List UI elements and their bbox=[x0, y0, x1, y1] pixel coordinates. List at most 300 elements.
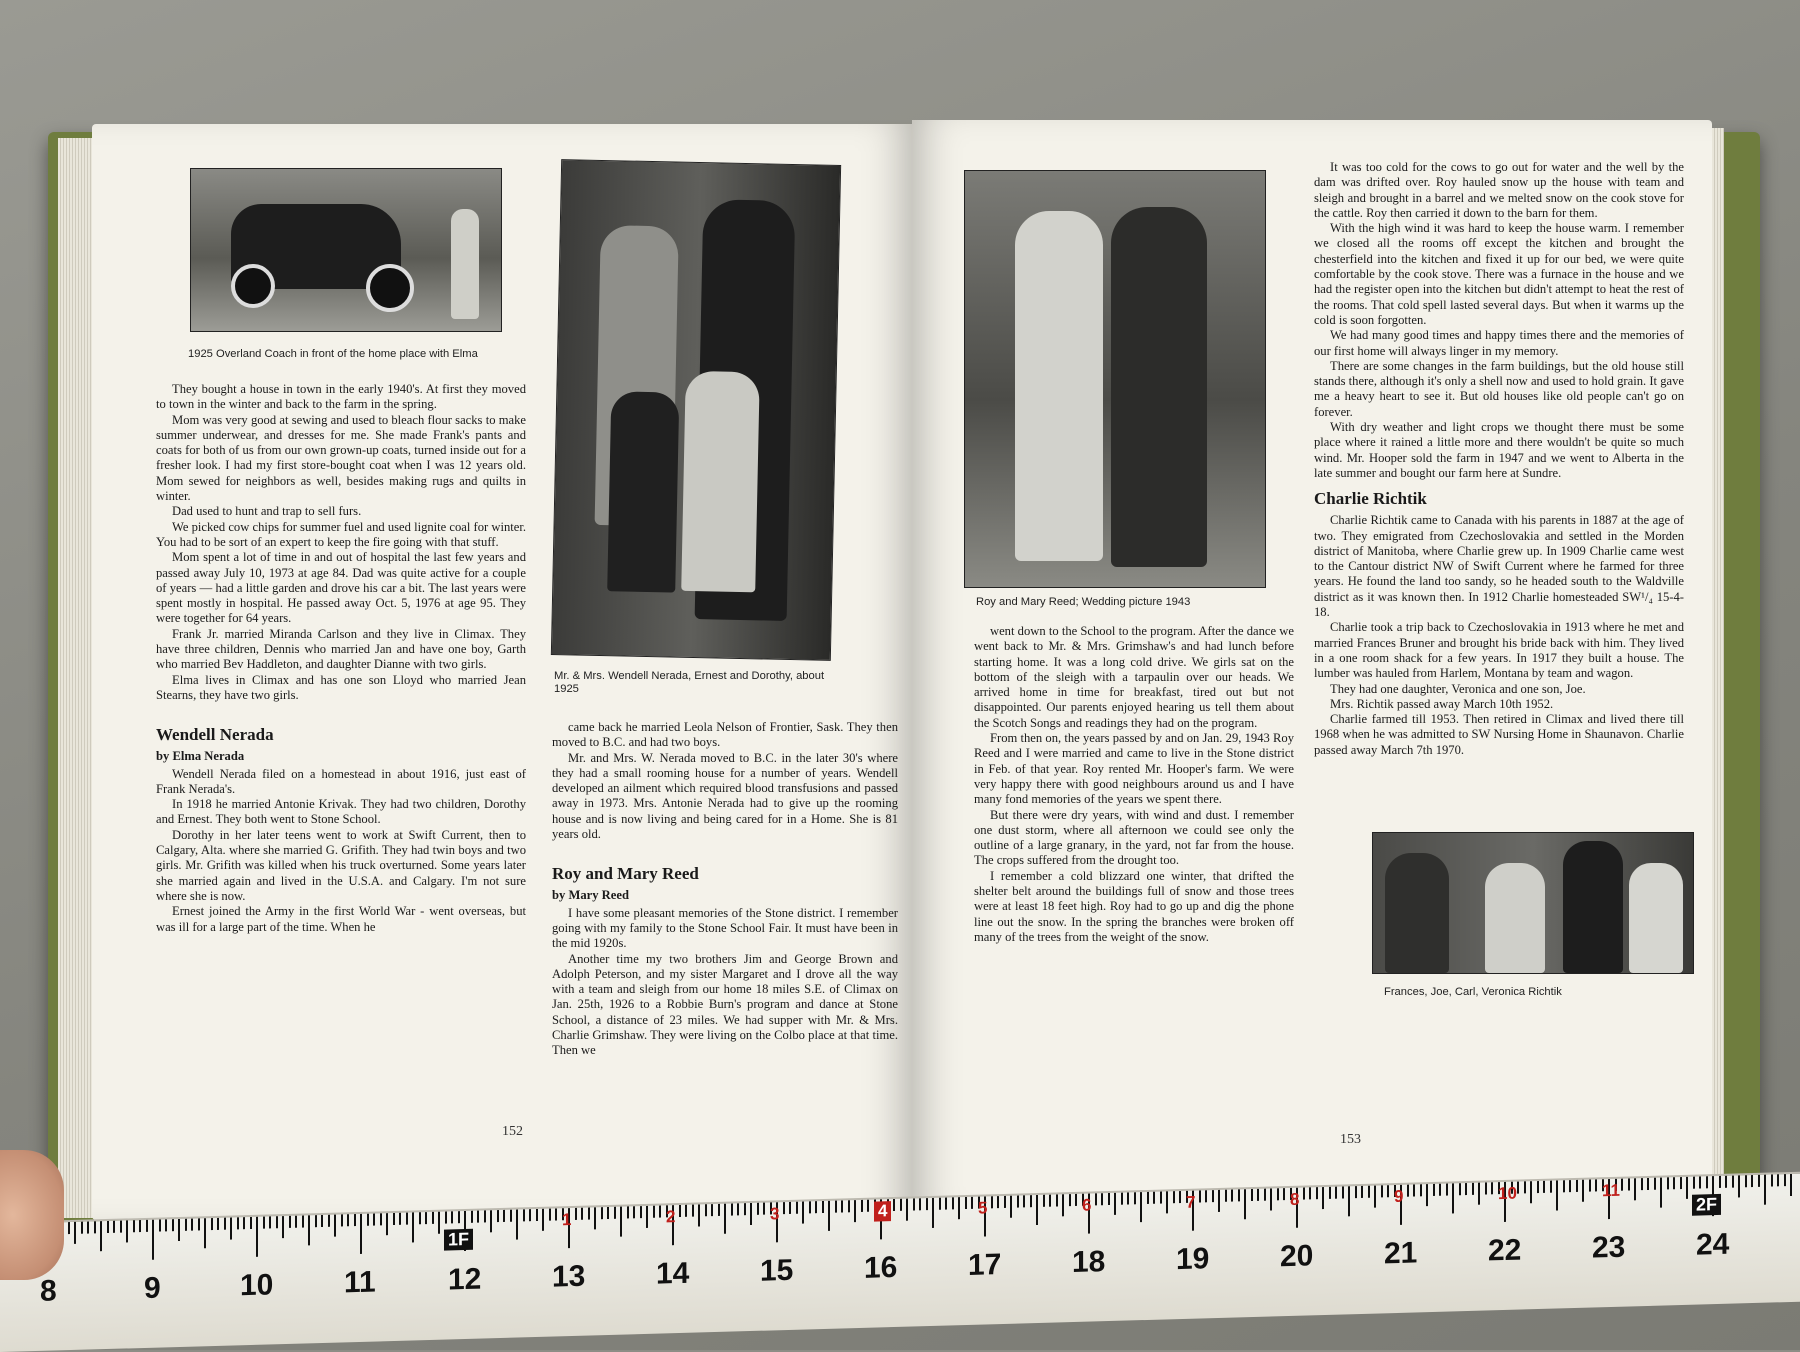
right-page bbox=[912, 120, 1712, 1214]
paragraph: There are some changes in the farm buildings, but the old house still stands there, although it's only a shell now and used to hold grain. It gave me a heavy heart to see it. But old houses like old people can't go on forever. bbox=[1314, 358, 1684, 419]
tape-tick bbox=[523, 1209, 525, 1221]
tape-tick bbox=[575, 1208, 577, 1220]
photo-caption: Mr. & Mrs. Wendell Nerada, Ernest and Dorothy, about 1925 bbox=[554, 670, 825, 695]
paragraph: We had many good times and happy times there and the memories of our first home will always linger in my memory. bbox=[1314, 328, 1684, 358]
right-column-2 bbox=[1314, 160, 1684, 758]
tape-inch-label: 21 bbox=[1384, 1236, 1418, 1271]
tape-tick bbox=[1439, 1184, 1441, 1196]
tape-inch-label: 14 bbox=[656, 1256, 690, 1291]
tape-tick bbox=[997, 1196, 999, 1208]
paragraph: Dorothy in her later teens went to work at Swift Current, then to Calgary, Alta. where she married G. Grifith. They had twin boys and two girls. Mr. Grifith was killed when his truck overturned. Some years later she married again and lived in the U.S.A. and Calgary. I'm not sure where she is now. bbox=[156, 827, 526, 903]
tape-tick bbox=[1641, 1178, 1643, 1190]
tape-tick bbox=[191, 1219, 193, 1231]
finger bbox=[0, 1150, 64, 1280]
nerada-family-photo bbox=[551, 159, 841, 661]
tape-tick bbox=[432, 1212, 434, 1224]
paragraph: Elma lives in Climax and has one son Lloyd who married Jean Stearns, they have two girls. bbox=[156, 672, 526, 702]
tape-tick bbox=[529, 1209, 531, 1221]
tape-tick bbox=[1309, 1187, 1311, 1199]
tape-tick bbox=[620, 1207, 622, 1237]
tape-tick bbox=[1576, 1180, 1578, 1192]
tape-tick bbox=[679, 1205, 681, 1217]
tape-tick bbox=[1075, 1194, 1077, 1206]
paragraph: We picked cow chips for summer fuel and used lignite coal for winter. You had to be sort of an expert to keep the fire going with that stuff. bbox=[156, 519, 526, 549]
tape-tick bbox=[1530, 1181, 1532, 1203]
paragraph: It was too cold for the cows to go out for water and the well by the dam was drifted over. Roy hauled snow up the house with team and sleigh and brought in a barrel and we melted snow on the cook stove for the cattle. Roy then carried it down to the barn for them. bbox=[1314, 160, 1684, 220]
tape-tick bbox=[1784, 1174, 1786, 1186]
tape-tick bbox=[94, 1221, 96, 1233]
tape-tick bbox=[1433, 1184, 1435, 1196]
tape-inch-label: 18 bbox=[1072, 1245, 1106, 1280]
left-page bbox=[92, 124, 912, 1220]
tape-tick bbox=[133, 1220, 135, 1232]
paragraph: Ernest joined the Army in the first World War - went overseas, but was ill for a large part of the time. When he bbox=[156, 904, 526, 934]
tape-tick bbox=[1212, 1190, 1214, 1202]
tape-tick bbox=[1153, 1192, 1155, 1204]
frances-figure bbox=[1385, 853, 1449, 973]
tape-tick bbox=[1426, 1184, 1428, 1206]
tape-tick bbox=[321, 1215, 323, 1227]
tape-tick bbox=[867, 1200, 869, 1212]
tape-tick bbox=[932, 1198, 934, 1228]
tape-tick bbox=[1069, 1194, 1071, 1206]
tape-tick bbox=[1758, 1175, 1760, 1187]
tape-tick bbox=[393, 1213, 395, 1225]
tape-tick bbox=[900, 1199, 902, 1211]
page-number: 152 bbox=[502, 1124, 523, 1139]
tape-foot-inch-label: 9 bbox=[1394, 1186, 1404, 1207]
tape-tick bbox=[386, 1213, 388, 1235]
tape-tick bbox=[939, 1198, 941, 1210]
tape-tick bbox=[334, 1215, 336, 1237]
tape-tick bbox=[1420, 1184, 1422, 1196]
paragraph: Mrs. Richtik passed away March 10th 1952. bbox=[1330, 696, 1554, 711]
tape-tick bbox=[958, 1197, 960, 1219]
tape-tick bbox=[451, 1211, 453, 1223]
byline: by Mary Reed bbox=[552, 888, 629, 903]
tape-tick bbox=[1595, 1179, 1597, 1191]
tape-tick bbox=[1140, 1192, 1142, 1222]
tape-tick bbox=[1719, 1176, 1721, 1188]
tape-inch-label: 15 bbox=[760, 1253, 794, 1288]
tape-tick bbox=[1270, 1188, 1272, 1210]
tape-tick bbox=[653, 1206, 655, 1218]
paragraph: Another time my two brothers Jim and George Brown and Adolph Peterson, and my sister Margaret and I drove all the way with a team and sleigh from our home 18 miles S.E. of Climax on Jan. 25th, 1926 to a Robbie Burn's program and dance at Stone School, a distance of 23 miles. We had supper with Mr. & Mrs. Charlie Grimshaw. They were living on the Colbo place at that time. Then we bbox=[552, 951, 898, 1058]
tape-tick bbox=[100, 1221, 102, 1251]
tape-foot-mark: 2F bbox=[1692, 1194, 1721, 1216]
tape-tick bbox=[1387, 1185, 1389, 1197]
tape-tick bbox=[1374, 1186, 1376, 1208]
tape-tick bbox=[282, 1216, 284, 1238]
tape-tick bbox=[1563, 1180, 1565, 1192]
tape-tick bbox=[646, 1206, 648, 1228]
tape-tick bbox=[308, 1215, 310, 1245]
tape-tick bbox=[854, 1200, 856, 1222]
tape-tick bbox=[237, 1217, 239, 1229]
tape-tick bbox=[510, 1210, 512, 1222]
girl-figure bbox=[681, 371, 760, 593]
tape-tick bbox=[1017, 1196, 1019, 1208]
tape-tick bbox=[698, 1204, 700, 1226]
tape-tick bbox=[1524, 1181, 1526, 1193]
tape-tick bbox=[1121, 1193, 1123, 1205]
tape-tick bbox=[1134, 1192, 1136, 1204]
tape-tick bbox=[1693, 1177, 1695, 1189]
tape-foot-inch-label: 6 bbox=[1082, 1195, 1092, 1215]
paragraph: In 1918 he married Antonie Krivak. They had two children, Dorothy and Ernest. They both went to Stone School. bbox=[156, 797, 526, 827]
tape-foot-inch-label: 7 bbox=[1186, 1192, 1196, 1212]
tape-tick bbox=[1303, 1188, 1305, 1200]
reed-wedding-photo bbox=[964, 170, 1266, 588]
paragraph: Dad used to hunt and trap to sell furs. bbox=[172, 504, 362, 519]
tape-tick bbox=[1556, 1180, 1558, 1210]
left-column-1 bbox=[156, 382, 526, 935]
tape-tick bbox=[757, 1203, 759, 1215]
tape-tick bbox=[295, 1216, 297, 1228]
paragraph: From then on, the years passed by and on Jan. 29, 1943 Roy Reed and I were married and came to live in the Stone district in Feb. of that year. Roy rented Mr. Hooper's farm. We were very happy there with good neighbours around us and I have many fond memories of the years we spent there. bbox=[974, 731, 1294, 807]
paragraph: went down to the School to the program. After the dance we went back to Mr. & Mrs. Grimshaw's and had lunch before starting home. It was a long cold drive. We girls sat on the bottom of the sleigh with a tarpaulin over our heads. We arrived home in time for breakfast, tired out but not disappointed. Our parents enjoyed hearing us tell them about the Scotch Songs and readings they had on the program. bbox=[974, 624, 1294, 730]
tape-tick bbox=[848, 1200, 850, 1212]
photo-caption: 1925 Overland Coach in front of the home place with Elma bbox=[188, 348, 478, 360]
tape-tick bbox=[68, 1222, 70, 1234]
tape-tick bbox=[347, 1214, 349, 1226]
tape-tick bbox=[1114, 1193, 1116, 1215]
tape-tick bbox=[250, 1217, 252, 1229]
tape-tick bbox=[276, 1216, 278, 1228]
tape-tick bbox=[737, 1203, 739, 1215]
tape-tick bbox=[1361, 1186, 1363, 1198]
tape-tick bbox=[373, 1214, 375, 1226]
tape-tick bbox=[783, 1202, 785, 1214]
tape-tick bbox=[1543, 1181, 1545, 1193]
tape-tick bbox=[146, 1220, 148, 1232]
tape-tick bbox=[120, 1221, 122, 1233]
paragraph: With the high wind it was hard to keep the house warm. I remember we closed all the rooms off except the kitchen and brought the chesterfield into the kitchen and fixed it up for our bed, we were quite comfortable by the cook stove. There was a furnace in the house and we had the register open into the kitchen but didn't attempt to heat the rest of the rooms. That cold spell lasted several days. But when it warms up the cold is soon forgotten. bbox=[1314, 221, 1684, 327]
tape-tick bbox=[1413, 1184, 1415, 1196]
tape-foot-inch-label: 10 bbox=[1498, 1183, 1517, 1204]
tape-inch-label: 10 bbox=[240, 1268, 274, 1303]
tape-tick bbox=[1472, 1183, 1474, 1195]
tape-tick bbox=[269, 1216, 271, 1228]
paragraph: Charlie Richtik came to Canada with his parents in 1887 at the age of two. They emigrated from Czechoslovakia and settled in the Morden district of Manitoba, where Charlie grew up. In 1909 Charlie came west to the Cantour district NW of Swift Current where he farmed for three years. He found the land too sandy, so he headed south to the Waldville district as it was known then. In 1912 Charlie homesteaded SW¹/₄ 15-4-18. bbox=[1314, 513, 1684, 620]
tape-tick bbox=[1127, 1192, 1129, 1204]
left-column-2 bbox=[552, 720, 898, 1059]
tape-tick bbox=[425, 1212, 427, 1224]
joe-figure bbox=[1485, 863, 1545, 973]
tape-tick bbox=[1465, 1183, 1467, 1195]
tape-tick bbox=[991, 1196, 993, 1208]
tape-tick bbox=[1147, 1192, 1149, 1204]
tape-tick bbox=[744, 1203, 746, 1215]
tape-tick bbox=[861, 1200, 863, 1212]
tape-tick bbox=[952, 1197, 954, 1209]
tape-tick bbox=[555, 1208, 557, 1220]
tape-tick bbox=[490, 1210, 492, 1232]
tape-tick bbox=[406, 1213, 408, 1225]
tape-tick bbox=[178, 1219, 180, 1241]
tape-tick bbox=[1062, 1194, 1064, 1216]
tape-tick bbox=[1056, 1194, 1058, 1206]
tape-tick bbox=[1725, 1176, 1727, 1188]
tape-tick bbox=[1348, 1186, 1350, 1216]
tape-tick bbox=[497, 1210, 499, 1222]
tape-tick bbox=[926, 1198, 928, 1210]
veronica-figure bbox=[1629, 863, 1683, 973]
section-heading: Charlie Richtik bbox=[1314, 489, 1427, 509]
photo-caption: Frances, Joe, Carl, Veronica Richtik bbox=[1384, 986, 1562, 998]
tape-tick bbox=[412, 1212, 414, 1242]
tape-foot-inch-label: 1 bbox=[562, 1210, 572, 1230]
tape-tick bbox=[1589, 1180, 1591, 1192]
tape-tick bbox=[1660, 1178, 1662, 1208]
tape-tick bbox=[1322, 1187, 1324, 1209]
tape-tick bbox=[81, 1222, 83, 1234]
tape-foot-inch-label: 11 bbox=[1602, 1180, 1620, 1201]
tape-tick bbox=[1264, 1189, 1266, 1201]
tape-tick bbox=[1010, 1196, 1012, 1218]
tape-tick bbox=[789, 1202, 791, 1214]
tape-foot-inch-label: 4 bbox=[874, 1201, 891, 1221]
section-heading: Roy and Mary Reed bbox=[552, 864, 699, 884]
tape-tick bbox=[1173, 1191, 1175, 1203]
tape-tick bbox=[1283, 1188, 1285, 1200]
tape-tick bbox=[1478, 1183, 1480, 1205]
tape-tick bbox=[841, 1200, 843, 1212]
tape-tick bbox=[224, 1218, 226, 1230]
paragraph: But there were dry years, with wind and dust. I remember one dust storm, where all afternoon we could see only the outline of a large granary, in the yard, not far from the house. The crops suffered from the drought too. bbox=[974, 807, 1294, 868]
tape-tick bbox=[1160, 1192, 1162, 1204]
tape-foot-inch-label: 8 bbox=[1290, 1189, 1300, 1209]
tape-tick bbox=[731, 1204, 733, 1216]
tape-tick bbox=[198, 1218, 200, 1230]
tape-tick bbox=[185, 1219, 187, 1231]
tape-tick bbox=[1238, 1189, 1240, 1201]
tape-tick bbox=[1407, 1185, 1409, 1197]
tape-tick bbox=[802, 1202, 804, 1224]
tape-tick bbox=[1251, 1189, 1253, 1201]
tape-tick bbox=[1199, 1190, 1201, 1202]
paragraph: Frank Jr. married Miranda Carlson and they live in Climax. They have three children, Dennis who married Jan and have one boy, Garth who married Bev Haddleton, and daughter Dianne with two girls. bbox=[156, 626, 526, 672]
tape-inch-label: 8 bbox=[40, 1274, 57, 1308]
tape-tick bbox=[1751, 1175, 1753, 1187]
tape-foot-inch-label: 2 bbox=[666, 1207, 676, 1227]
tape-tick bbox=[965, 1197, 967, 1209]
tape-tick bbox=[607, 1207, 609, 1219]
photo-caption: Roy and Mary Reed; Wedding picture 1943 bbox=[976, 596, 1191, 608]
tape-tick bbox=[1030, 1195, 1032, 1207]
tape-tick bbox=[1777, 1174, 1779, 1186]
paragraph: Mom was very good at sewing and used to bleach flour sacks to make summer underwear, and dresses for me. She made Frank's pants and coats for both of us from our own grown-up coats, turned inside out for a fresher look. I had my first store-bought coat when I was 12 years old. Mom sewed for neighbors as well, besides making rugs and quilts in winter. bbox=[156, 412, 526, 504]
tape-foot-mark: 1F bbox=[444, 1229, 473, 1251]
tape-tick bbox=[1166, 1191, 1168, 1213]
tape-tick bbox=[1491, 1182, 1493, 1194]
tape-tick bbox=[542, 1209, 544, 1231]
tape-inch-label: 22 bbox=[1488, 1233, 1522, 1268]
tape-tick bbox=[367, 1214, 369, 1226]
tape-tick bbox=[165, 1219, 167, 1231]
tape-tick bbox=[971, 1197, 973, 1209]
right-column-1 bbox=[974, 624, 1294, 945]
tape-tick bbox=[503, 1210, 505, 1222]
tape-tick bbox=[230, 1218, 232, 1240]
tape-inch-label: 20 bbox=[1280, 1239, 1314, 1274]
richtik-family-photo bbox=[1372, 832, 1694, 974]
tape-tick bbox=[1277, 1188, 1279, 1200]
tape-tick bbox=[1446, 1184, 1448, 1196]
tape-foot-inch-label: 3 bbox=[770, 1204, 780, 1224]
tape-tick bbox=[1101, 1193, 1103, 1205]
tape-tick bbox=[1790, 1174, 1792, 1196]
paragraph: With dry weather and light crops we thought there must be some place where it rained a little more and there wouldn't be quite so much wind. Mr. Hooper sold the farm in 1947 and we went to Alberta in the late summer and bought our farm here at Sundre. bbox=[1314, 420, 1684, 480]
tape-tick bbox=[1628, 1178, 1630, 1190]
tape-tick bbox=[809, 1201, 811, 1213]
tape-inch-label: 12 bbox=[448, 1262, 482, 1297]
tape-tick bbox=[1335, 1187, 1337, 1199]
tape-tick bbox=[1342, 1186, 1344, 1198]
tape-inch-label: 13 bbox=[552, 1259, 586, 1294]
tape-tick bbox=[724, 1204, 726, 1234]
tape-tick bbox=[1764, 1175, 1766, 1205]
carl-figure bbox=[1563, 841, 1623, 973]
tape-tick bbox=[74, 1222, 76, 1244]
tape-tick bbox=[1329, 1187, 1331, 1199]
tape-tick bbox=[1316, 1187, 1318, 1199]
tape-tick bbox=[815, 1201, 817, 1213]
tape-tick bbox=[380, 1213, 382, 1225]
tape-tick bbox=[399, 1213, 401, 1225]
tape-tick bbox=[1647, 1178, 1649, 1190]
tape-tick bbox=[1179, 1191, 1181, 1203]
tape-tick bbox=[1485, 1182, 1487, 1194]
tape-tick bbox=[718, 1204, 720, 1216]
tape-inch-label: 19 bbox=[1176, 1242, 1210, 1277]
tape-tick bbox=[1257, 1189, 1259, 1201]
boy-figure bbox=[607, 391, 679, 592]
overland-coach-photo bbox=[190, 168, 502, 332]
tape-tick bbox=[204, 1218, 206, 1248]
tape-tick bbox=[1673, 1177, 1675, 1189]
tape-tick bbox=[1218, 1190, 1220, 1212]
paragraph: Mr. and Mrs. W. Nerada moved to B.C. in the later 30's where they had a small rooming house for a number of years. Wendell developed an ailment which required blood transfusions and passed away in 1973. Mrs. Antonie Nerada had to give up the rooming house and is now living and being cared for in a Home. She is 81 years old. bbox=[552, 750, 898, 842]
tape-tick bbox=[835, 1201, 837, 1213]
tape-tick bbox=[1381, 1185, 1383, 1197]
paragraph: Wendell Nerada filed on a homestead in about 1916, just east of Frank Nerada's. bbox=[156, 766, 526, 796]
tape-tick bbox=[614, 1207, 616, 1219]
tape-tick bbox=[594, 1207, 596, 1229]
tape-tick bbox=[289, 1216, 291, 1228]
tape-tick bbox=[1355, 1186, 1357, 1198]
tape-tick bbox=[360, 1214, 362, 1254]
tape-tick bbox=[1732, 1176, 1734, 1188]
tape-tick bbox=[1680, 1177, 1682, 1189]
tape-tick bbox=[796, 1202, 798, 1214]
paragraph: Charlie took a trip back to Czechoslovakia in 1913 where he met and married Frances Bruner and brought his bride back with him. They lived in a one room shack for a few years. In 1917 they built a house. The lumber was hauled from Harlem, Montana by team and wagon. bbox=[1314, 620, 1684, 681]
tape-tick bbox=[822, 1201, 824, 1213]
tape-tick bbox=[477, 1211, 479, 1223]
tape-tick bbox=[1550, 1181, 1552, 1193]
tape-tick bbox=[516, 1210, 518, 1240]
tape-tick bbox=[1049, 1195, 1051, 1207]
tape-tick bbox=[1459, 1183, 1461, 1195]
tape-tick bbox=[1569, 1180, 1571, 1192]
tape-tick bbox=[159, 1220, 161, 1232]
page-number: 153 bbox=[1340, 1132, 1361, 1147]
paragraph: They had one daughter, Veronica and one son, Joe. bbox=[1330, 681, 1586, 696]
tape-tick bbox=[217, 1218, 219, 1230]
paragraph: Mom spent a lot of time in and out of hospital the last few years and passed away July 10, 1973 at age 84. Dad was quite active for a couple of years — had a little garden and drove his car a bit. The last years were spent mostly in hospital. He passed away Oct. 5, 1976 at age 95. They were together for 64 years. bbox=[156, 550, 526, 626]
tape-inch-label: 24 bbox=[1696, 1227, 1730, 1262]
tape-tick bbox=[419, 1212, 421, 1224]
tape-tick bbox=[302, 1216, 304, 1228]
tape-tick bbox=[1706, 1176, 1708, 1188]
tape-tick bbox=[1738, 1175, 1740, 1197]
tape-tick bbox=[919, 1198, 921, 1210]
tape-tick bbox=[139, 1220, 141, 1232]
groom-figure bbox=[1111, 207, 1207, 567]
woman-figure bbox=[451, 209, 479, 319]
tape-tick bbox=[711, 1204, 713, 1216]
tape-tick bbox=[1231, 1190, 1233, 1202]
tape-tick bbox=[438, 1212, 440, 1234]
tape-tick bbox=[627, 1206, 629, 1218]
tape-tick bbox=[256, 1217, 258, 1257]
tape-tick bbox=[692, 1205, 694, 1217]
tape-tick bbox=[341, 1214, 343, 1226]
tape-tick bbox=[113, 1221, 115, 1233]
tape-tick bbox=[458, 1211, 460, 1223]
tape-tick bbox=[588, 1208, 590, 1220]
tape-tick bbox=[263, 1217, 265, 1229]
tape-inch-label: 9 bbox=[144, 1271, 161, 1305]
tape-tick bbox=[471, 1211, 473, 1223]
tape-tick bbox=[945, 1198, 947, 1210]
tape-tick bbox=[536, 1209, 538, 1221]
tape-inch-label: 17 bbox=[968, 1248, 1002, 1282]
tape-tick bbox=[484, 1210, 486, 1222]
paragraph: I have some pleasant memories of the Stone district. I remember going with my family to the Stone School Fair. It must have been in the mid 1920s. bbox=[552, 905, 898, 951]
tape-tick bbox=[1745, 1175, 1747, 1187]
byline: by Elma Nerada bbox=[156, 749, 245, 764]
tape-tick bbox=[750, 1203, 752, 1225]
tape-tick bbox=[1205, 1190, 1207, 1202]
tape-tick bbox=[152, 1220, 154, 1260]
tape-tick bbox=[601, 1207, 603, 1219]
tape-tick bbox=[1634, 1178, 1636, 1200]
tape-tick bbox=[1452, 1183, 1454, 1213]
tape-tick bbox=[1654, 1178, 1656, 1190]
tape-tick bbox=[913, 1198, 915, 1210]
tape-tick bbox=[1036, 1195, 1038, 1225]
paragraph: They bought a house in town in the early 1940's. At first they moved to town in the winter and back to the farm in the spring. bbox=[156, 382, 526, 412]
bride-figure bbox=[1015, 211, 1103, 561]
tape-tick bbox=[828, 1201, 830, 1231]
tape-tick bbox=[1582, 1180, 1584, 1202]
tape-tick bbox=[1621, 1179, 1623, 1191]
tape-tick bbox=[1517, 1182, 1519, 1194]
tape-tick bbox=[659, 1206, 661, 1218]
tape-tick bbox=[581, 1208, 583, 1220]
tape-tick bbox=[211, 1218, 213, 1230]
tape-tick bbox=[1095, 1193, 1097, 1205]
tape-tick bbox=[328, 1215, 330, 1227]
tape-tick bbox=[1699, 1176, 1701, 1188]
tape-tick bbox=[87, 1222, 89, 1234]
paragraph: came back he married Leola Nelson of Frontier, Sask. They then moved to B.C. and had two boys. bbox=[552, 720, 898, 750]
tape-tick bbox=[1004, 1196, 1006, 1208]
tape-tick bbox=[906, 1199, 908, 1221]
tape-tick bbox=[1537, 1181, 1539, 1193]
tape-tick bbox=[107, 1221, 109, 1233]
